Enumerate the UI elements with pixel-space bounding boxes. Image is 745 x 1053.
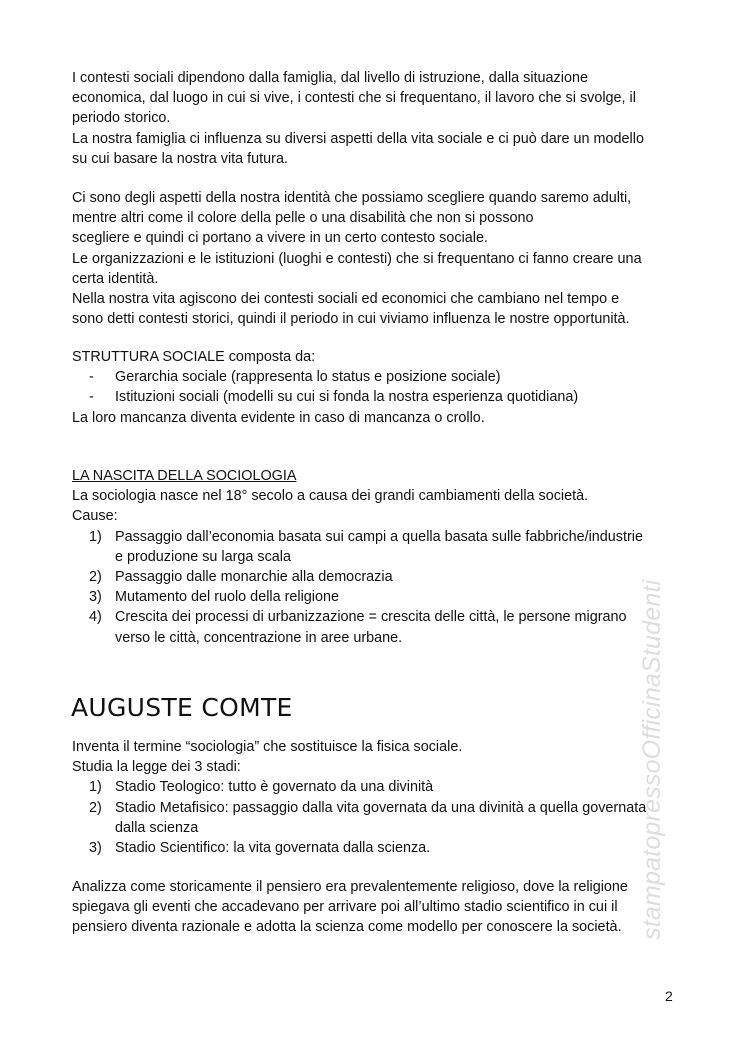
comte-closing-paragraph: [72, 877, 628, 938]
struttura-section: [72, 347, 578, 428]
list-item: 2) Stadio Metafisico: passaggio dalla vita governata da una divinità a quella governata dalla scienza: [89, 799, 647, 836]
dash-bullet: -: [89, 389, 94, 406]
section-heading: LA NASCITA DELLA SOCIOLOGIA: [72, 468, 297, 484]
intro-paragraph-2: [72, 188, 642, 329]
watermark: stampatopressoOfficinaStudenti: [638, 579, 666, 940]
text-line: La nostra famiglia ci influenza su diversi aspetti della vita sociale e ci può dare un modello: [72, 130, 644, 147]
text-line: Ci sono degli aspetti della nostra identità che possiamo scegliere quando saremo adulti,: [72, 190, 632, 206]
text-line: scegliere e quindi ci portano a vivere in un certo contesto sociale.: [72, 230, 488, 247]
list-item: 2) Passaggio dalle monarchie alla democrazia: [89, 568, 393, 585]
text-line: su cui basare la nostra vita futura.: [72, 150, 288, 167]
list-item: - Istituzioni sociali (modelli su cui si fonda la nostra esperienza quotidiana): [72, 387, 578, 407]
text-line: Inventa il termine “sociologia” che sostituisce la fisica sociale.: [72, 739, 463, 755]
text-line: spiegava gli eventi che accadevano per arrivare poi all’ultimo stadio scientifico in cui il: [72, 899, 618, 916]
text-line: economica, dal luogo in cui si vive, i contesti che si frequentano, il lavoro che si svolge, il: [72, 90, 636, 107]
text-line: Nella nostra vita agiscono dei contesti sociali ed economici che cambiano nel tempo e: [72, 290, 620, 307]
text-line: certa identità.: [72, 270, 159, 287]
text-line: La loro mancanza diventa evidente in caso di mancanza o crollo.: [72, 409, 485, 426]
list-item: 1) Stadio Teologico: tutto è governato da una divinità: [89, 779, 434, 796]
text-line: Le organizzazioni e le istituzioni (luoghi e contesti) che si frequentano ci fanno creare una: [72, 250, 642, 267]
dash-bullet: -: [89, 369, 94, 386]
text-line: I contesti sociali dipendono dalla famiglia, dal livello di istruzione, dalla situazione: [72, 70, 588, 86]
list-item: 3) Stadio Scientifico: la vita governata dalla scienza.: [89, 839, 431, 856]
text-line: La sociologia nasce nel 18° secolo a causa dei grandi cambiamenti della società.: [72, 488, 589, 505]
text-line: pensiero diventa razionale e adotta la scienza come modello per conoscere la società.: [72, 919, 622, 936]
text-line: Studia la legge dei 3 stadi:: [72, 759, 241, 776]
text-line: mentre altri come il colore della pelle o una disabilità che non si possono: [72, 210, 534, 227]
text-line: Analizza come storicamente il pensiero era prevalentemente religioso, dove la religione: [72, 879, 628, 895]
text-line: periodo storico.: [72, 110, 171, 127]
comte-heading: AUGUSTE COMTE: [71, 693, 293, 722]
list-item: 4) Crescita dei processi di urbanizzazione = crescita delle città, le persone migrano verso le città, concentrazione in aree urbane.: [89, 609, 627, 646]
page-number: 2: [665, 988, 673, 1004]
list-item: 1) Passaggio dall’economia basata sui campi a quella basata sulle fabbriche/industrie e produzione su larga scala: [89, 528, 643, 565]
list-item: - Gerarchia sociale (rappresenta lo status e posizione sociale): [72, 367, 578, 387]
list-item: 3) Mutamento del ruolo della religione: [89, 589, 339, 606]
intro-paragraph-1: [72, 68, 644, 169]
comte-section: [72, 737, 646, 858]
struttura-title: STRUTTURA SOCIALE composta da:: [72, 349, 316, 365]
text-line: Cause:: [72, 508, 118, 525]
text-line: sono detti contesti storici, quindi il periodo in cui viviamo influenza le nostre opportunità.: [72, 311, 630, 328]
nascita-section: [72, 466, 643, 648]
